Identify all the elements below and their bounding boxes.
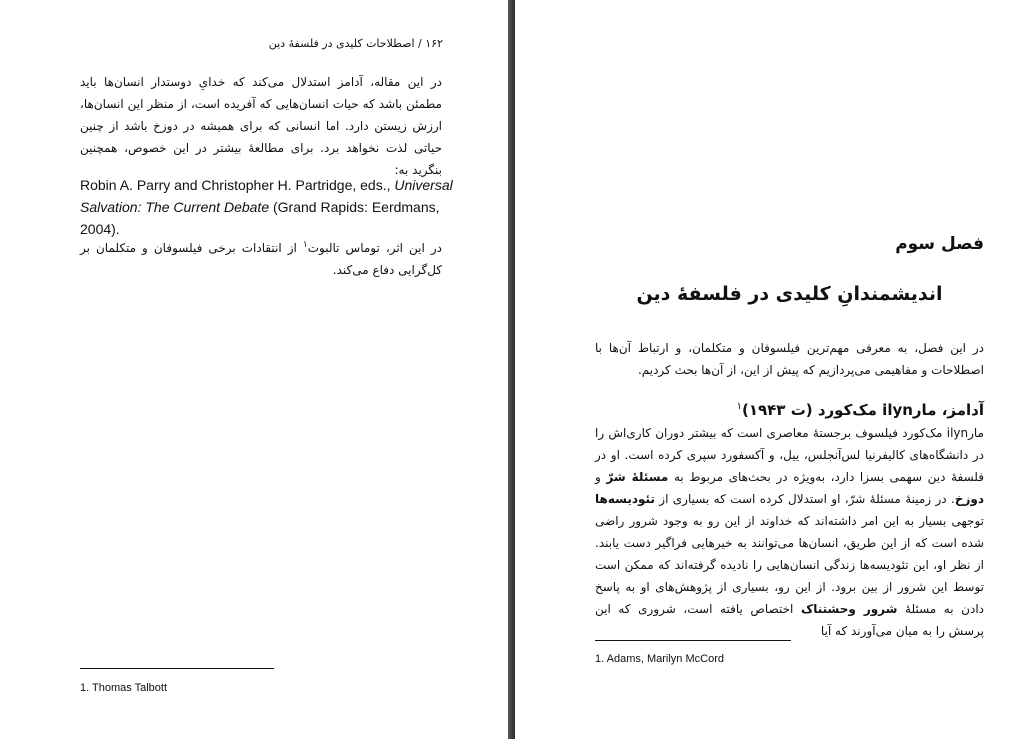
chapter-title: اندیشمندانِ کلیدی در فلسفهٔ دین xyxy=(636,283,943,305)
body-text-1: مارilyn مک‌کورد فیلسوف برجستهٔ معاصری است که بیشتر دوران کاری‌اش را در دانشگاه‌های کالیفرنیا لس‌آنجلس، ییل، و آکسفورد سپری کرده است. او در فلسفهٔ دین سهمی بسزا دارد، به‌ویژه در بحث‌های مربوط به xyxy=(595,426,984,484)
term-theodicies: تئودیسه‌ها xyxy=(595,492,655,506)
footnote-divider xyxy=(595,640,791,641)
bibliography-reference xyxy=(80,174,458,240)
body-text-2: و xyxy=(595,470,607,484)
left-footnote: 1. Thomas Talbott xyxy=(80,682,168,694)
left-paragraph-2-after: از انتقادات برخی فیلسوفان و متکلمان بر کل‌گرایی دفاع می‌کند. xyxy=(80,241,442,277)
left-paragraph-2 xyxy=(80,237,442,281)
footnote-marker: ۱ xyxy=(302,240,308,250)
right-footnote: 1. Adams, Marilyn McCord xyxy=(595,653,724,665)
left-paragraph-2-before: در این اثر، توماس تالبوت xyxy=(307,241,442,255)
section-footnote-marker: ۱ xyxy=(736,401,742,412)
section-heading-text: آدامز، مارilyn مک‌کورد (ت ۱۹۴۳) xyxy=(741,401,984,419)
section-heading xyxy=(595,398,984,422)
reference-publisher: (Grand Rapids: Eerdmans, 2004). xyxy=(80,199,440,237)
term-problem-of-evil: مسئلهٔ شرّ xyxy=(606,470,669,484)
term-horrendous-evils: شرور وحشتناک xyxy=(800,602,898,616)
term-hell: دوزخ xyxy=(954,492,984,506)
right-page xyxy=(515,0,1024,739)
reference-authors: Robin A. Parry and Christopher H. Partridge, eds., xyxy=(80,177,391,193)
chapter-label: فصل سوم xyxy=(895,234,984,254)
body-paragraph xyxy=(595,422,984,642)
running-header: ۱۶۲ / اصطلاحات کلیدی در فلسفهٔ دین xyxy=(268,37,443,50)
body-text-5: اختصاص یافته است، شروری که این پرسش را به میان می‌آورند که آیا xyxy=(595,602,984,638)
body-text-4: توجهی بسیار به این امر داشته‌اند که خداوند از این رو به وجود شرور راضی شده است که از این طریق، انسان‌ها می‌توانند به خیرهایی فراگیر دست یابند. از نظر او، این تئودیسه‌ها زندگی انسان‌هایی را نادیده گرفته‌اند که ممکن است توسط این شرور از بین برود. از این رو، بسیاری از پژوهش‌های او به پاسخ دادن به مسئلهٔ xyxy=(595,514,984,616)
body-text-3: . در زمینهٔ مسئلهٔ شرّ، او استدلال کرده است که بسیاری از xyxy=(654,492,955,506)
left-page xyxy=(0,0,508,739)
intro-paragraph: در این فصل، به معرفی مهم‌ترین فیلسوفان و متکلمان، و ارتباط آن‌ها با اصطلاحات و مفاهیمی می‌پردازیم که پیش از این، از آن‌ها بحث کردیم. xyxy=(595,341,984,377)
reference-title: Universal Salvation: The Current Debate xyxy=(80,177,453,215)
left-paragraph-1: در این مقاله، آدامز استدلال می‌کند که خدایِ دوستدار انسان‌ها باید مطمئن باشد که حیات انسان‌هایی که آفریده است، از منظر این انسان‌ها، ارزش زیستن دارد. اما انسانی که برای همیشه در دوزخ باشد از چنین حیاتی لذت نخواهد برد. برای مطالعهٔ بیشتر در این خصوص، همچنین بنگرید به: xyxy=(80,75,442,177)
footnote-divider xyxy=(80,668,274,669)
page-gutter xyxy=(508,0,515,739)
